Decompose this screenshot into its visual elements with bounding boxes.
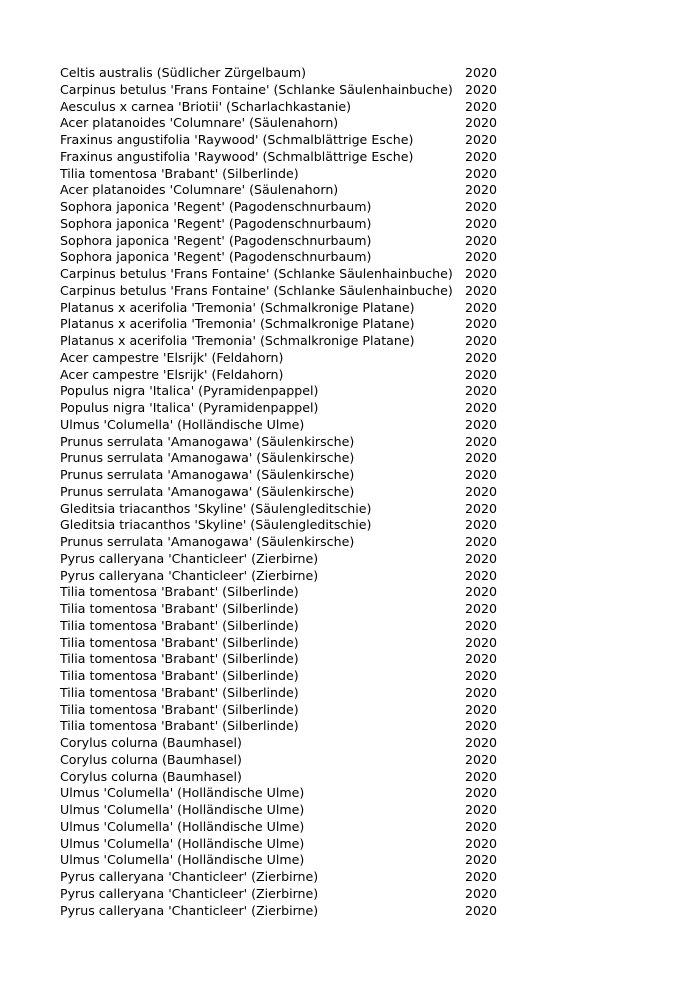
planting-year-cell: 2020 bbox=[465, 266, 498, 281]
tree-species-cell: Fraxinus angustifolia 'Raywood' (Schmalblättrige Esche) bbox=[60, 148, 414, 164]
tree-species-cell: Ulmus 'Columella' (Holländische Ulme) bbox=[60, 818, 305, 834]
table-row bbox=[60, 769, 500, 786]
tree-species-cell: Tilia tomentosa 'Brabant' (Silberlinde) bbox=[60, 165, 299, 181]
tree-species-cell: Pyrus calleryana 'Chanticleer' (Zierbirne) bbox=[60, 902, 319, 918]
tree-species-cell: Platanus x acerifolia 'Tremonia' (Schmalkronige Platane) bbox=[60, 333, 415, 348]
planting-year-cell: 2020 bbox=[465, 182, 498, 198]
tree-species-cell: Tilia tomentosa 'Brabant' (Silberlinde) bbox=[60, 617, 299, 633]
planting-year-cell: 2020 bbox=[465, 852, 498, 868]
table-row bbox=[60, 450, 500, 467]
table-row bbox=[60, 903, 500, 920]
table-row bbox=[60, 836, 500, 853]
planting-year-cell: 2020 bbox=[465, 483, 498, 499]
planting-year-cell: 2020 bbox=[465, 768, 498, 784]
planting-year-cell: 2020 bbox=[465, 65, 498, 80]
tree-species-cell: Platanus x acerifolia 'Tremonia' (Schmalkronige Platane) bbox=[60, 316, 415, 332]
tree-species-cell: Gleditsia triacanthos 'Skyline' (Säulengleditschie) bbox=[60, 500, 372, 516]
tree-species-cell: Sophora japonica 'Regent' (Pagodenschnurbaum) bbox=[60, 249, 372, 265]
table-row bbox=[60, 182, 500, 199]
table-row bbox=[60, 534, 500, 551]
table-row bbox=[60, 852, 500, 869]
planting-year-cell: 2020 bbox=[465, 416, 498, 432]
table-row bbox=[60, 802, 500, 819]
table-row bbox=[60, 216, 500, 233]
planting-year-cell: 2020 bbox=[465, 199, 498, 214]
table-row bbox=[60, 434, 500, 451]
tree-species-cell: Pyrus calleryana 'Chanticleer' (Zierbirne) bbox=[60, 567, 319, 583]
tree-species-cell: Tilia tomentosa 'Brabant' (Silberlinde) bbox=[60, 718, 299, 734]
tree-species-cell: Ulmus 'Columella' (Holländische Ulme) bbox=[60, 835, 305, 851]
table-row bbox=[60, 551, 500, 568]
table-row bbox=[60, 635, 500, 652]
planting-year-cell: 2020 bbox=[465, 668, 498, 683]
table-row bbox=[60, 601, 500, 618]
tree-list-body bbox=[60, 65, 500, 919]
table-row bbox=[60, 199, 500, 216]
tree-species-cell: Acer platanoides 'Columnare' (Säulenahorn) bbox=[60, 115, 339, 131]
table-row bbox=[60, 484, 500, 501]
tree-species-cell: Prunus serrulata 'Amanogawa' (Säulenkirsche) bbox=[60, 483, 355, 499]
planting-year-cell: 2020 bbox=[465, 165, 498, 181]
planting-year-cell: 2020 bbox=[465, 132, 498, 147]
table-row bbox=[60, 417, 500, 434]
table-row bbox=[60, 568, 500, 585]
table-row bbox=[60, 400, 500, 417]
tree-species-cell: Prunus serrulata 'Amanogawa' (Säulenkirsche) bbox=[60, 534, 355, 549]
tree-species-cell: Pyrus calleryana 'Chanticleer' (Zierbirne) bbox=[60, 885, 319, 901]
table-row bbox=[60, 300, 500, 317]
table-row bbox=[60, 702, 500, 719]
table-row bbox=[60, 785, 500, 802]
tree-species-cell: Carpinus betulus 'Frans Fontaine' (Schlanke Säulenhainbuche) bbox=[60, 81, 453, 97]
planting-year-cell: 2020 bbox=[465, 467, 498, 482]
table-row bbox=[60, 316, 500, 333]
tree-species-cell: Tilia tomentosa 'Brabant' (Silberlinde) bbox=[60, 651, 299, 667]
planting-year-cell: 2020 bbox=[465, 751, 498, 767]
planting-year-cell: 2020 bbox=[465, 802, 498, 817]
table-row bbox=[60, 350, 500, 367]
planting-year-cell: 2020 bbox=[465, 601, 498, 616]
tree-species-cell: Ulmus 'Columella' (Holländische Ulme) bbox=[60, 416, 305, 432]
tree-species-cell: Corylus colurna (Baumhasel) bbox=[60, 735, 242, 750]
planting-year-cell: 2020 bbox=[465, 567, 498, 583]
tree-species-cell: Prunus serrulata 'Amanogawa' (Säulenkirsche) bbox=[60, 433, 355, 449]
tree-species-cell: Ulmus 'Columella' (Holländische Ulme) bbox=[60, 785, 305, 801]
tree-species-cell: Carpinus betulus 'Frans Fontaine' (Schlanke Säulenhainbuche) bbox=[60, 282, 453, 298]
table-row bbox=[60, 132, 500, 149]
planting-year-cell: 2020 bbox=[465, 634, 498, 650]
table-row bbox=[60, 886, 500, 903]
tree-species-cell: Prunus serrulata 'Amanogawa' (Säulenkirsche) bbox=[60, 467, 355, 482]
tree-species-cell: Tilia tomentosa 'Brabant' (Silberlinde) bbox=[60, 601, 299, 616]
tree-species-cell: Aesculus x carnea 'Briotii' (Scharlachkastanie) bbox=[60, 98, 352, 114]
tree-species-cell: Corylus colurna (Baumhasel) bbox=[60, 751, 242, 767]
table-row bbox=[60, 233, 500, 250]
planting-year-cell: 2020 bbox=[465, 785, 498, 801]
table-row bbox=[60, 501, 500, 518]
planting-year-cell: 2020 bbox=[465, 282, 498, 298]
tree-species-cell: Ulmus 'Columella' (Holländische Ulme) bbox=[60, 852, 305, 868]
planting-year-cell: 2020 bbox=[465, 617, 498, 633]
planting-year-cell: 2020 bbox=[465, 148, 498, 164]
planting-year-cell: 2020 bbox=[465, 215, 498, 231]
table-row bbox=[60, 668, 500, 685]
table-row bbox=[60, 735, 500, 752]
tree-species-cell: Carpinus betulus 'Frans Fontaine' (Schlanke Säulenhainbuche) bbox=[60, 266, 453, 281]
planting-year-cell: 2020 bbox=[465, 735, 498, 750]
tree-species-cell: Ulmus 'Columella' (Holländische Ulme) bbox=[60, 802, 305, 817]
table-row bbox=[60, 752, 500, 769]
tree-species-cell: Tilia tomentosa 'Brabant' (Silberlinde) bbox=[60, 684, 299, 700]
tree-species-cell: Corylus colurna (Baumhasel) bbox=[60, 768, 242, 784]
table-row bbox=[60, 517, 500, 534]
tree-species-cell: Populus nigra 'Italica' (Pyramidenpappel) bbox=[60, 400, 319, 415]
planting-year-cell: 2020 bbox=[465, 869, 498, 884]
planting-year-cell: 2020 bbox=[465, 500, 498, 516]
planting-year-cell: 2020 bbox=[465, 98, 498, 114]
planting-year-cell: 2020 bbox=[465, 81, 498, 97]
tree-species-cell: Tilia tomentosa 'Brabant' (Silberlinde) bbox=[60, 701, 299, 717]
table-row bbox=[60, 819, 500, 836]
table-row bbox=[60, 65, 500, 82]
planting-year-cell: 2020 bbox=[465, 232, 498, 248]
table-row bbox=[60, 685, 500, 702]
tree-species-cell: Sophora japonica 'Regent' (Pagodenschnurbaum) bbox=[60, 199, 372, 214]
tree-species-cell: Acer platanoides 'Columnare' (Säulenahorn) bbox=[60, 182, 339, 198]
table-row bbox=[60, 115, 500, 132]
tree-species-cell: Tilia tomentosa 'Brabant' (Silberlinde) bbox=[60, 584, 299, 600]
tree-species-cell: Platanus x acerifolia 'Tremonia' (Schmalkronige Platane) bbox=[60, 299, 415, 315]
planting-year-cell: 2020 bbox=[465, 115, 498, 131]
table-row bbox=[60, 283, 500, 300]
planting-year-cell: 2020 bbox=[465, 383, 498, 399]
planting-year-cell: 2020 bbox=[465, 433, 498, 449]
table-row bbox=[60, 367, 500, 384]
tree-species-cell: Pyrus calleryana 'Chanticleer' (Zierbirne) bbox=[60, 869, 319, 884]
tree-species-cell: Populus nigra 'Italica' (Pyramidenpappel) bbox=[60, 383, 319, 399]
planting-year-cell: 2020 bbox=[465, 902, 498, 918]
tree-species-cell: Fraxinus angustifolia 'Raywood' (Schmalblättrige Esche) bbox=[60, 132, 414, 147]
table-row bbox=[60, 584, 500, 601]
planting-year-cell: 2020 bbox=[465, 818, 498, 834]
table-row bbox=[60, 618, 500, 635]
tree-species-cell: Pyrus calleryana 'Chanticleer' (Zierbirne) bbox=[60, 550, 319, 566]
planting-year-cell: 2020 bbox=[465, 718, 498, 734]
planting-year-cell: 2020 bbox=[465, 684, 498, 700]
table-row bbox=[60, 718, 500, 735]
table-row bbox=[60, 383, 500, 400]
table-row bbox=[60, 869, 500, 886]
table-row bbox=[60, 266, 500, 283]
tree-species-cell: Celtis australis (Südlicher Zürgelbaum) bbox=[60, 65, 307, 80]
tree-species-cell: Acer campestre 'Elsrijk' (Feldahorn) bbox=[60, 349, 284, 365]
table-row bbox=[60, 166, 500, 183]
planting-year-cell: 2020 bbox=[465, 299, 498, 315]
table-row bbox=[60, 651, 500, 668]
planting-year-cell: 2020 bbox=[465, 400, 498, 415]
tree-species-cell: Sophora japonica 'Regent' (Pagodenschnurbaum) bbox=[60, 215, 372, 231]
table-row bbox=[60, 99, 500, 116]
planting-year-cell: 2020 bbox=[465, 534, 498, 549]
planting-year-cell: 2020 bbox=[465, 701, 498, 717]
tree-species-cell: Acer campestre 'Elsrijk' (Feldahorn) bbox=[60, 366, 284, 382]
planting-year-cell: 2020 bbox=[465, 584, 498, 600]
table-row bbox=[60, 333, 500, 350]
planting-year-cell: 2020 bbox=[465, 885, 498, 901]
table-row bbox=[60, 249, 500, 266]
tree-species-cell: Gleditsia triacanthos 'Skyline' (Säulengleditschie) bbox=[60, 517, 372, 533]
tree-list-table bbox=[60, 65, 500, 919]
tree-species-cell: Prunus serrulata 'Amanogawa' (Säulenkirsche) bbox=[60, 450, 355, 466]
planting-year-cell: 2020 bbox=[465, 333, 498, 348]
table-row bbox=[60, 149, 500, 166]
planting-year-cell: 2020 bbox=[465, 349, 498, 365]
planting-year-cell: 2020 bbox=[465, 316, 498, 332]
planting-year-cell: 2020 bbox=[465, 550, 498, 566]
tree-species-cell: Sophora japonica 'Regent' (Pagodenschnurbaum) bbox=[60, 232, 372, 248]
planting-year-cell: 2020 bbox=[465, 450, 498, 466]
table-row bbox=[60, 467, 500, 484]
planting-year-cell: 2020 bbox=[465, 517, 498, 533]
table-row bbox=[60, 82, 500, 99]
planting-year-cell: 2020 bbox=[465, 651, 498, 667]
planting-year-cell: 2020 bbox=[465, 249, 498, 265]
planting-year-cell: 2020 bbox=[465, 835, 498, 851]
planting-year-cell: 2020 bbox=[465, 366, 498, 382]
tree-species-cell: Tilia tomentosa 'Brabant' (Silberlinde) bbox=[60, 634, 299, 650]
tree-species-cell: Tilia tomentosa 'Brabant' (Silberlinde) bbox=[60, 668, 299, 683]
